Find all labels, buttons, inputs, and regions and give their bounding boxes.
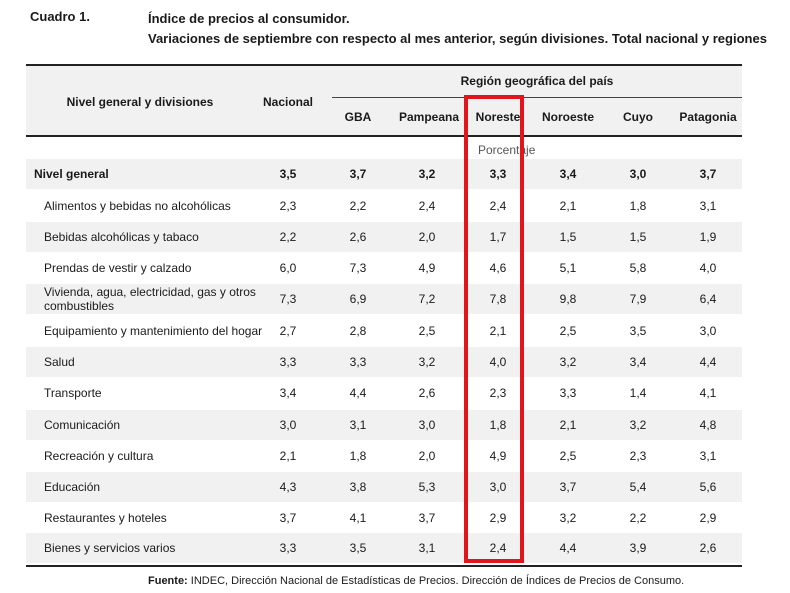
value-cell: 3,7 <box>349 167 367 181</box>
header-cuyo: Cuyo <box>623 110 653 124</box>
table-row <box>26 253 742 283</box>
value-cell: 4,9 <box>418 261 436 275</box>
value-cell: 3,0 <box>699 324 717 338</box>
value-cell: 3,5 <box>349 541 367 555</box>
title-line-1: Índice de precios al consumidor. <box>148 11 350 26</box>
value-cell: 6,0 <box>279 261 297 275</box>
value-cell: 2,8 <box>349 324 367 338</box>
row-label: Bebidas alcohólicas y tabaco <box>44 230 199 244</box>
value-cell: 5,1 <box>559 261 577 275</box>
row-label: Equipamiento y mantenimiento del hogar <box>44 324 263 338</box>
value-cell: 2,1 <box>279 449 297 463</box>
header-nivel: Nivel general y divisiones <box>66 95 214 109</box>
table-row <box>26 222 742 252</box>
value-cell: 3,2 <box>629 418 647 432</box>
value-cell: 4,0 <box>489 355 507 369</box>
value-cell: 6,4 <box>699 292 717 306</box>
value-cell: 3,7 <box>418 511 436 525</box>
value-cell: 2,0 <box>418 230 436 244</box>
value-cell: 3,5 <box>629 324 647 338</box>
row-label: Educación <box>44 480 101 494</box>
value-cell: 2,2 <box>349 199 367 213</box>
header-region: Región geográfica del país <box>460 74 614 88</box>
value-cell: 2,7 <box>279 324 297 338</box>
header-gba: GBA <box>344 110 372 124</box>
value-cell: 2,3 <box>489 386 507 400</box>
value-cell: 1,7 <box>489 230 507 244</box>
bottom-rule <box>26 565 742 567</box>
value-cell: 3,0 <box>489 480 507 494</box>
unit-label: Porcentaje <box>478 143 536 157</box>
row-label: Bienes y servicios varios <box>44 541 176 555</box>
table-row <box>26 284 742 314</box>
value-cell: 5,4 <box>629 480 647 494</box>
value-cell: 3,3 <box>489 167 507 181</box>
row-label: Transporte <box>44 386 102 400</box>
table-row <box>26 191 742 221</box>
value-cell: 2,5 <box>418 324 436 338</box>
value-cell: 2,6 <box>699 541 717 555</box>
value-cell: 3,2 <box>418 355 436 369</box>
value-cell: 5,6 <box>699 480 717 494</box>
value-cell: 2,1 <box>559 199 577 213</box>
value-cell: 3,3 <box>559 386 577 400</box>
header-noroeste: Noroeste <box>541 110 594 124</box>
value-cell: 9,8 <box>559 292 577 306</box>
value-cell: 5,8 <box>629 261 647 275</box>
value-cell: 4,4 <box>559 541 577 555</box>
value-cell: 3,8 <box>349 480 367 494</box>
row-label: Nivel general <box>34 167 109 181</box>
value-cell: 1,9 <box>699 230 717 244</box>
source-text: INDEC, Dirección Nacional de Estadísticas de Precios. Dirección de Índices de Precios de Consumo. <box>187 575 685 587</box>
value-cell: 3,5 <box>279 167 297 181</box>
row-label: Recreación y cultura <box>44 449 154 463</box>
value-cell: 3,7 <box>279 511 297 525</box>
row-label: Alimentos y bebidas no alcohólicas <box>44 199 231 213</box>
value-cell: 3,2 <box>559 355 577 369</box>
value-cell: 4,8 <box>699 418 717 432</box>
value-cell: 3,0 <box>279 418 297 432</box>
table-title <box>148 9 767 49</box>
value-cell: 5,3 <box>418 480 436 494</box>
value-cell: 2,4 <box>489 541 507 555</box>
value-cell: 3,7 <box>559 480 577 494</box>
table-row <box>26 378 742 408</box>
value-cell: 3,1 <box>699 199 717 213</box>
value-cell: 3,7 <box>699 167 717 181</box>
row-label: Comunicación <box>44 418 121 432</box>
value-cell: 1,4 <box>629 386 647 400</box>
row-label: Prendas de vestir y calzado <box>44 261 192 275</box>
value-cell: 2,3 <box>629 449 647 463</box>
value-cell: 2,6 <box>418 386 436 400</box>
value-cell: 1,5 <box>559 230 577 244</box>
row-label: Salud <box>44 355 75 369</box>
value-cell: 2,2 <box>629 511 647 525</box>
value-cell: 7,2 <box>418 292 436 306</box>
value-cell: 7,9 <box>629 292 647 306</box>
value-cell: 4,6 <box>489 261 507 275</box>
row-label: Vivienda, agua, electricidad, gas y otros combustibles <box>44 285 256 313</box>
value-cell: 7,8 <box>489 292 507 306</box>
value-cell: 1,8 <box>489 418 507 432</box>
table-row <box>26 347 742 377</box>
value-cell: 3,2 <box>559 511 577 525</box>
value-cell: 2,9 <box>489 511 507 525</box>
table-row <box>26 472 742 502</box>
value-cell: 3,1 <box>418 541 436 555</box>
value-cell: 2,4 <box>418 199 436 213</box>
table-row-nivel-general <box>26 159 742 189</box>
value-cell: 1,5 <box>629 230 647 244</box>
header-rule <box>26 135 742 137</box>
table-row <box>26 410 742 440</box>
table-row <box>26 533 742 563</box>
value-cell: 2,9 <box>699 511 717 525</box>
value-cell: 2,0 <box>418 449 436 463</box>
value-cell: 3,3 <box>349 355 367 369</box>
value-cell: 4,4 <box>699 355 717 369</box>
header-patagonia: Patagonia <box>679 110 737 124</box>
region-rule <box>332 97 742 98</box>
value-cell: 2,5 <box>559 324 577 338</box>
value-cell: 2,5 <box>559 449 577 463</box>
value-cell: 3,0 <box>629 167 647 181</box>
header-nacional: Nacional <box>262 95 313 109</box>
value-cell: 3,3 <box>279 541 297 555</box>
value-cell: 1,8 <box>629 199 647 213</box>
value-cell: 2,3 <box>279 199 297 213</box>
value-cell: 2,6 <box>349 230 367 244</box>
value-cell: 3,3 <box>279 355 297 369</box>
value-cell: 3,1 <box>699 449 717 463</box>
row-label: Restaurantes y hoteles <box>44 511 167 525</box>
value-cell: 4,4 <box>349 386 367 400</box>
source-note <box>148 575 684 587</box>
value-cell: 3,4 <box>559 167 577 181</box>
value-cell: 4,9 <box>489 449 507 463</box>
value-cell: 2,4 <box>489 199 507 213</box>
title-line-2: Variaciones de septiembre con respecto al mes anterior, según divisiones. Total nacional y regiones <box>148 31 767 46</box>
table-row <box>26 316 742 346</box>
value-cell: 1,8 <box>349 449 367 463</box>
value-cell: 3,2 <box>418 167 436 181</box>
value-cell: 2,1 <box>489 324 507 338</box>
noreste-highlight-box <box>464 95 524 563</box>
value-cell: 3,9 <box>629 541 647 555</box>
table-number: Cuadro 1. <box>30 9 90 24</box>
value-cell: 3,4 <box>629 355 647 369</box>
value-cell: 2,2 <box>279 230 297 244</box>
value-cell: 6,9 <box>349 292 367 306</box>
value-cell: 7,3 <box>279 292 297 306</box>
table-row <box>26 441 742 471</box>
header-pampeana: Pampeana <box>398 110 460 124</box>
value-cell: 4,0 <box>699 261 717 275</box>
value-cell: 7,3 <box>349 261 367 275</box>
value-cell: 3,1 <box>349 418 367 432</box>
value-cell: 4,1 <box>699 386 717 400</box>
value-cell: 2,1 <box>559 418 577 432</box>
header-noreste: Noreste <box>475 110 521 124</box>
value-cell: 4,1 <box>349 511 367 525</box>
value-cell: 3,0 <box>418 418 436 432</box>
value-cell: 3,4 <box>279 386 297 400</box>
value-cell: 4,3 <box>279 480 297 494</box>
source-label: Fuente: <box>148 575 188 587</box>
table-row <box>26 503 742 533</box>
